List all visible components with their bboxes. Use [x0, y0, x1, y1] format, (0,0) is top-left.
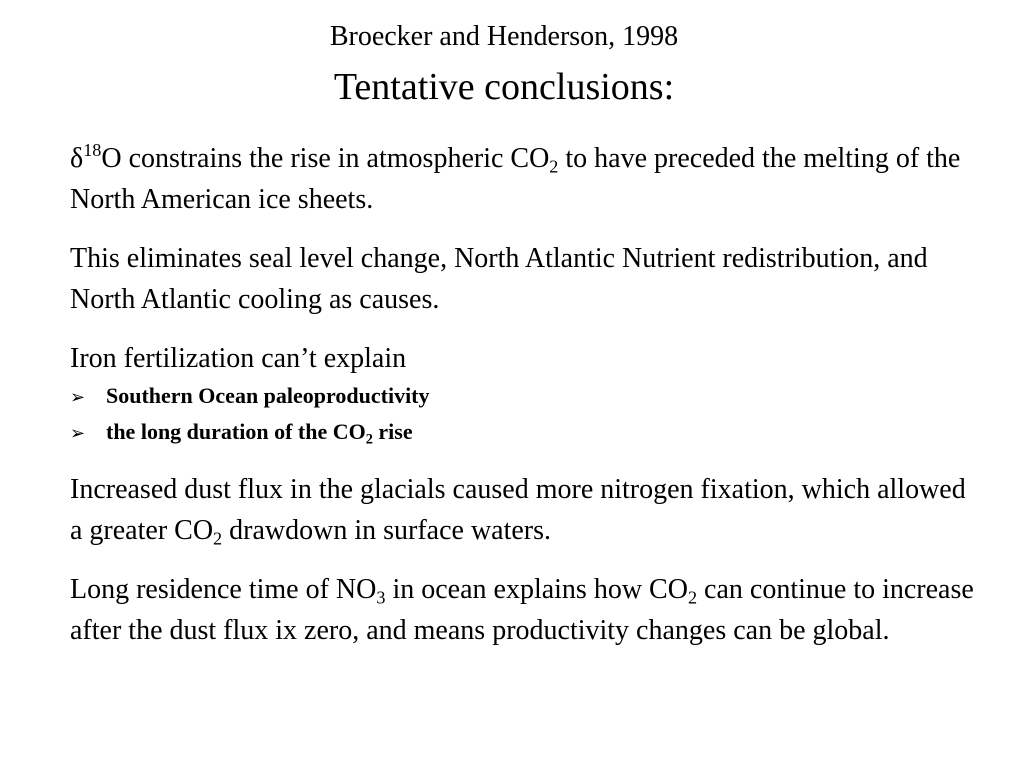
- bullet-text: Southern Ocean paleoproductivity: [106, 383, 430, 408]
- subscript: 3: [376, 587, 386, 608]
- paragraph-text: in ocean explains how CO: [385, 574, 688, 605]
- bullet-text-part: rise: [372, 419, 413, 444]
- slide-subtitle: Broecker and Henderson, 1998: [329, 21, 679, 52]
- paragraph-text: to have preceded the melting of the North American ice sheets.: [70, 143, 961, 215]
- paragraph-text: can continue to increase after the dust flux ix zero, and means productivity changes can be global.: [70, 574, 974, 646]
- bullet-item: [70, 379, 980, 415]
- paragraph-iron: Iron fertilization can’t explain: [70, 343, 407, 374]
- slide-title: Tentative conclusions:: [333, 66, 675, 108]
- bullet-text-part: the long duration of the CO: [106, 419, 366, 444]
- paragraph-dust-flux: [70, 469, 980, 551]
- slide-body: [70, 138, 980, 669]
- bullet-item: [70, 415, 980, 451]
- subscript: 2: [687, 587, 698, 608]
- bullet-list: [70, 379, 980, 451]
- isotope-superscript: 18: [83, 140, 102, 161]
- paragraph-text: O constrains the rise in atmospheric CO: [101, 143, 550, 174]
- delta-symbol: δ: [70, 143, 84, 174]
- subscript: 2: [549, 156, 559, 177]
- paragraph-eliminates: This eliminates seal level change, North Atlantic Nutrient redistribution, and North Atlantic cooling as causes.: [70, 243, 928, 315]
- paragraph-text: drawdown in surface waters.: [222, 515, 552, 546]
- subscript: 2: [365, 431, 373, 448]
- arrow-bullet-icon: ➢: [70, 423, 86, 444]
- arrow-bullet-icon: ➢: [70, 387, 86, 408]
- paragraph-text: Increased dust flux in the glacials caused more nitrogen fixation, which allowed a greater CO: [70, 474, 966, 546]
- paragraph-residence-time: [70, 569, 980, 651]
- subscript: 2: [213, 528, 223, 549]
- bullet-text: [106, 415, 413, 449]
- paragraph-text: Long residence time of NO: [70, 574, 377, 605]
- paragraph-delta18o: [70, 138, 980, 220]
